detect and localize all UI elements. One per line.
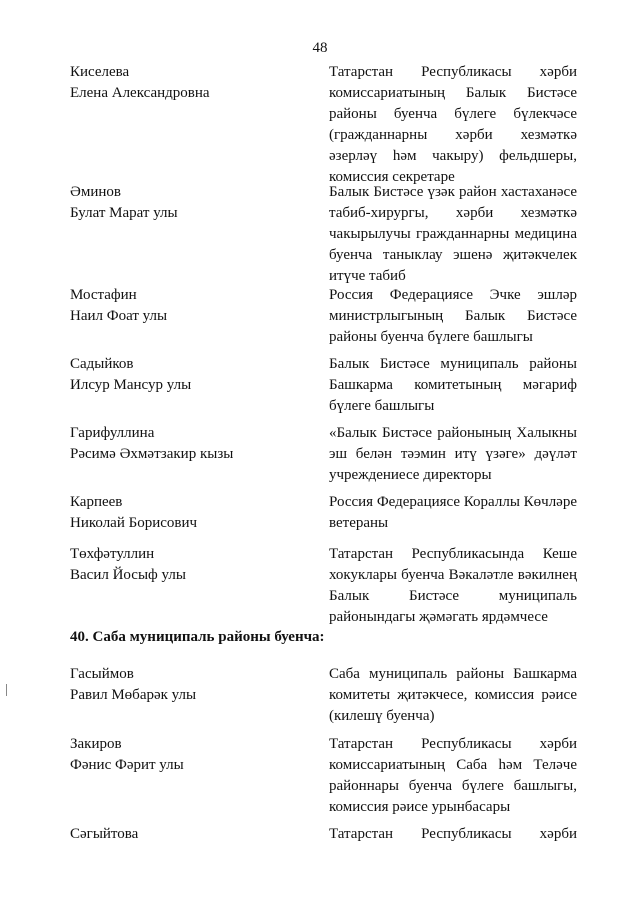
member-name: [70, 423, 310, 465]
member-role: Татарстан Республикасы хәрби: [329, 826, 577, 842]
member-name: [70, 824, 310, 845]
member-given-name: Наил Фоат улы: [70, 308, 168, 324]
member-name: [70, 734, 310, 776]
member-surname: Мостафин: [70, 287, 137, 303]
member-surname: Сәгыйтова: [70, 826, 139, 842]
member-role: Балык Бистәсе муниципаль районы Башкарма комитетының мәгариф бүлеге башлыгы: [329, 356, 577, 414]
member-role: Саба муниципаль районы Башкарма комитеты җитәкчесе, комиссия рәисе (килешү буенча): [329, 666, 577, 724]
member-surname: Әминов: [70, 184, 121, 200]
member-name: [70, 492, 310, 534]
member-name: [70, 285, 310, 327]
member-given-name: Булат Марат улы: [70, 205, 178, 221]
member-name: [70, 664, 310, 706]
member-name: [70, 544, 310, 586]
member-given-name: Елена Александровна: [70, 85, 210, 101]
member-given-name: Равил Мөбарәк улы: [70, 687, 197, 703]
page-number: 48: [312, 40, 328, 56]
section-heading: 40. Саба муниципаль районы буенча:: [70, 629, 325, 645]
member-surname: Закиров: [70, 736, 122, 752]
member-given-name: Илсур Мансур улы: [70, 377, 192, 393]
member-surname: Карпеев: [70, 494, 123, 510]
member-surname: Киселева: [70, 64, 130, 80]
member-role: Россия Федерациясе Кораллы Көчләре ветераны: [329, 494, 577, 531]
scan-mark: [6, 684, 7, 696]
member-name: [70, 182, 310, 224]
member-name: [70, 62, 310, 104]
member-role: Россия Федерациясе Эчке эшләр министрлыгының Балык Бистәсе районы буенча бүлеге башлыгы: [329, 287, 577, 345]
member-given-name: Васил Йосыф улы: [70, 567, 186, 583]
member-role: Балык Бистәсе үзәк район хастаханәсе табиб-хирургы, хәрби хезмәткә чакырылучы гражданнарны медицина буенча таныклау эшенә җитәкчелек итүче табиб: [329, 184, 577, 284]
member-given-name: Фәнис Фәрит улы: [70, 757, 184, 773]
member-role: Татарстан Республикасы хәрби комиссариатының Саба һәм Теләче районнары буенча бүлеге башлыгы, комиссия рәисе урынбасары: [329, 736, 577, 815]
member-surname: Гарифуллина: [70, 425, 155, 441]
member-surname: Гасыймов: [70, 666, 134, 682]
member-role: «Балык Бистәсе районының Халыкны эш белән тәэмин итү үзәге» дәүләт учреждениесе директоры: [329, 425, 577, 483]
member-surname: Садыйков: [70, 356, 134, 372]
member-name: [70, 354, 310, 396]
member-role: Татарстан Республикасы хәрби комиссариатының Балык Бистәсе районы буенча бүлеге бүлекчәсе (гражданнарны хәрби хезмәткә әзерләү һәм чакыру) фельдшеры, комиссия секретаре: [329, 64, 577, 185]
member-surname: Төхфәтуллин: [70, 546, 155, 562]
member-given-name: Николай Борисович: [70, 515, 198, 531]
member-given-name: Рәсимә Әхмәтзакир кызы: [70, 446, 234, 462]
member-role: Татарстан Республикасында Кеше хокуклары буенча Вәкаләтле вәкилнең Балык Бистәсе муниципаль районындагы җәмәгать ярдәмчесе: [329, 546, 577, 625]
